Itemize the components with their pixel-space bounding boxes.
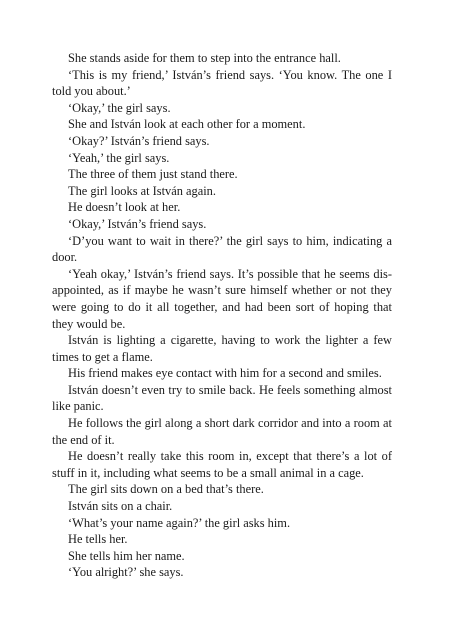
paragraph: The girl looks at István again. [68,183,216,198]
paragraph: ‘You alright?’ she says. [68,565,184,580]
paragraph: ‘Okay,’ the girl says. [68,100,171,115]
paragraph: István doesn’t even try to smile back. He feels something almost like panic. [52,382,392,414]
paragraph: He tells her. [68,532,128,547]
paragraph: István sits on a chair. [68,499,173,514]
paragraph: ‘What’s your name again?’ the girl asks him. [68,515,291,530]
paragraph: He doesn’t really take this room in, except that there’s a lot of stuff in it, including what seems to be a small animal in a cage. [52,449,392,480]
paragraph: She tells him her name. [68,548,185,563]
paragraph: ‘Yeah,’ the girl says. [68,150,170,165]
paragraph: ‘Yeah okay,’ István’s friend says. It’s possible that he seems disappointed, as if maybe he wasn’t sure himself whether or not they were going to do it all together, and had been sort of hoping that they would be. [52,266,392,331]
paragraph: He doesn’t look at her. [68,200,181,215]
paragraph: The three of them just stand there. [68,167,238,182]
paragraph: He follows the girl along a short dark corridor and into a room at the end of it. [52,416,392,447]
paragraph: ‘Okay?’ István’s friend says. [68,133,210,148]
book-page-text [52,50,392,581]
paragraph: ‘D’you want to wait in there?’ the girl says to him, indicating a door. [52,233,392,265]
paragraph: The girl sits down on a bed that’s there. [68,482,264,497]
paragraph: ‘This is my friend,’ István’s friend says. ‘You know. The one I told you about.’ [52,67,392,99]
paragraph: His friend makes eye contact with him for a second and smiles. [68,366,382,381]
paragraph: István is lighting a cigarette, having to work the lighter a few times to get a flame. [52,333,392,364]
paragraph: ‘Okay,’ István’s friend says. [68,216,207,231]
paragraph: She and István look at each other for a moment. [68,117,306,132]
paragraph: She stands aside for them to step into the entrance hall. [68,51,341,65]
